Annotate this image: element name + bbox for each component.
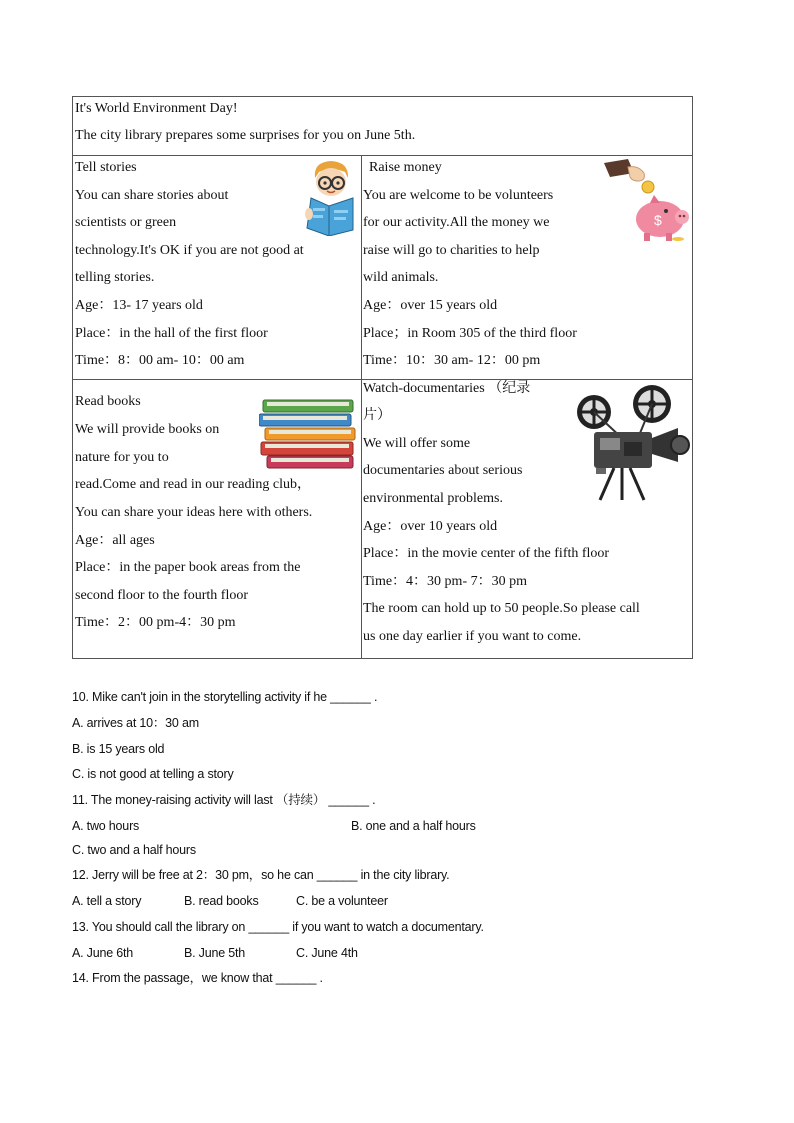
question-13: 13. You should call the library on ______ if you want to watch a documentary. (72, 920, 484, 934)
read-line: read.Come and read in our reading club， (75, 477, 311, 492)
question-12: 12. Jerry will be free at 2：30 pm，so he can ______ in the city library. (72, 868, 450, 882)
tell-line: technology.It's OK if you are not good at (75, 243, 304, 258)
option-12b: B. read books (184, 894, 259, 908)
read-age: Age：all ages (75, 533, 155, 548)
watch-line: documentaries about serious (363, 463, 523, 478)
read-line: We will provide books on (75, 422, 220, 437)
option-11b: B. one and a half hours (351, 819, 476, 833)
tell-line: scientists or green (75, 215, 177, 230)
watch-time: Time：4：30 pm- 7：30 pm (363, 574, 527, 589)
watch-line: We will offer some (363, 436, 471, 451)
watch-line: environmental problems. (363, 491, 503, 506)
cell-read-books (73, 380, 361, 658)
raise-line: wild animals. (363, 270, 439, 285)
read-time: Time：2：00 pm-4：30 pm (75, 615, 236, 630)
read-line: nature for you to (75, 450, 169, 465)
boy-reading-icon (301, 158, 359, 236)
raise-place: Place；in Room 305 of the third floor (363, 326, 577, 341)
read-line: You can share your ideas here with others. (75, 505, 313, 520)
raise-title: Raise money (369, 160, 442, 175)
question-10: 10. Mike can't join in the storytelling activity if he ______ . (72, 690, 378, 704)
tell-place: Place：in the hall of the first floor (75, 326, 268, 341)
cell-raise-money (362, 155, 692, 379)
read-place: Place：in the paper book areas from the (75, 560, 301, 575)
option-10b: B. is 15 years old (72, 742, 165, 756)
option-13b: B. June 5th (184, 946, 246, 960)
header-title: It's World Environment Day! (75, 101, 238, 116)
tell-age: Age：13- 17 years old (75, 298, 203, 313)
watch-note: us one day earlier if you want to come. (363, 629, 582, 644)
option-10a: A. arrives at 10：30 am (72, 716, 199, 730)
read-place: second floor to the fourth floor (75, 588, 249, 603)
book-stack-icon (259, 398, 359, 470)
raise-line: You are welcome to be volunteers (363, 188, 554, 203)
raise-age: Age：over 15 years old (363, 298, 498, 313)
watch-age: Age：over 10 years old (363, 519, 498, 534)
piggy-bank-icon (604, 159, 690, 243)
option-10c: C. is not good at telling a story (72, 767, 234, 781)
watch-title-cont: 片） (363, 408, 391, 423)
option-11a: A. two hours (72, 819, 140, 833)
notice-header (73, 97, 692, 156)
notice-table (72, 96, 693, 659)
option-13c: C. June 4th (296, 946, 358, 960)
tell-line: You can share stories about (75, 188, 229, 203)
tell-time: Time：8：00 am- 10：00 am (75, 353, 245, 368)
option-13a: A. June 6th (72, 946, 134, 960)
option-12a: A. tell a story (72, 894, 142, 908)
watch-place: Place：in the movie center of the fifth floor (363, 546, 610, 561)
header-subtitle: The city library prepares some surprises for you on June 5th. (75, 128, 416, 143)
cell-watch-documentaries (362, 380, 692, 658)
option-11c: C. two and a half hours (72, 843, 196, 857)
raise-line: raise will go to charities to help (363, 243, 540, 258)
read-title: Read books (75, 394, 141, 409)
question-14: 14. From the passage，we know that ______ . (72, 971, 323, 985)
raise-time: Time：10：30 am- 12：00 pm (363, 353, 541, 368)
raise-line: for our activity.All the money we (363, 215, 550, 230)
watch-title: Watch-documentaries （纪录 (363, 381, 531, 396)
option-12c: C. be a volunteer (296, 894, 388, 908)
question-11: 11. The money-raising activity will last （持续） ______ . (72, 793, 376, 807)
film-projector-icon (574, 382, 690, 502)
svg-text:$: $ (654, 212, 662, 228)
watch-note: The room can hold up to 50 people.So please call (363, 601, 640, 616)
tell-line: telling stories. (75, 270, 155, 285)
tell-title: Tell stories (75, 160, 137, 175)
cell-tell-stories (73, 155, 361, 379)
